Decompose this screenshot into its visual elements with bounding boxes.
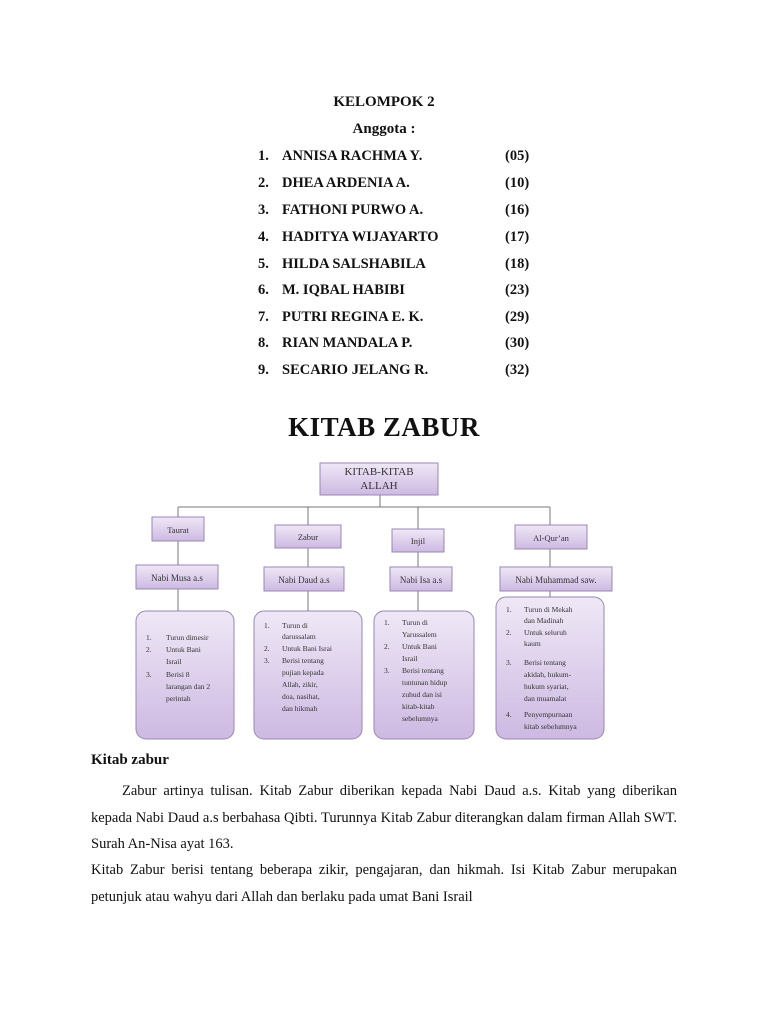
detail-line: Berisi tentang xyxy=(524,658,566,667)
member-row xyxy=(258,309,548,329)
detail-line: larangan dan 2 xyxy=(166,682,211,691)
member-row xyxy=(258,362,548,382)
prophet-node-daud xyxy=(264,567,344,591)
detail-line: Yarussalem xyxy=(402,630,437,639)
book-name: Injil xyxy=(410,536,426,546)
member-code: (05) xyxy=(505,148,530,164)
detail-num: 2. xyxy=(384,642,390,651)
connector-lines xyxy=(178,494,550,611)
detail-line: Berisi tentang xyxy=(282,656,324,665)
detail-line: sebelumnya xyxy=(402,714,438,723)
member-row xyxy=(258,229,548,249)
detail-line: dan muamalat xyxy=(524,694,567,703)
member-row xyxy=(258,282,548,302)
detail-line: kitab sebelumnya xyxy=(524,722,577,731)
member-number: 8. xyxy=(258,335,269,351)
detail-num: 3. xyxy=(506,658,512,667)
detail-line: doa, nasihat, xyxy=(282,692,320,701)
detail-line: kaum xyxy=(524,639,541,648)
member-code: (18) xyxy=(505,256,530,272)
member-number: 4. xyxy=(258,229,269,245)
detail-box-taurat xyxy=(136,611,234,739)
detail-line: Turun di Mekah xyxy=(524,605,573,614)
member-name: HILDA SALSHABILA xyxy=(282,256,426,272)
detail-line: Allah, zikir, xyxy=(282,680,318,689)
detail-box-zabur xyxy=(254,611,362,739)
member-number: 7. xyxy=(258,309,269,325)
detail-line: akidah, hukum- xyxy=(524,670,572,679)
member-code: (29) xyxy=(505,309,530,325)
member-row xyxy=(258,175,548,195)
detail-line: Israil xyxy=(402,654,418,663)
detail-line: Turun di xyxy=(402,618,428,627)
prophet-node-isa xyxy=(390,567,452,591)
book-node-taurat xyxy=(152,517,204,541)
member-name: PUTRI REGINA E. K. xyxy=(282,309,424,325)
book-node-alquran xyxy=(515,525,587,549)
detail-box-alquran xyxy=(496,597,604,739)
member-code: (17) xyxy=(505,229,530,245)
root-node xyxy=(320,463,438,495)
detail-num: 4. xyxy=(506,710,512,719)
member-code: (16) xyxy=(505,202,530,218)
detail-line: perintah xyxy=(166,694,191,703)
member-number: 5. xyxy=(258,256,269,272)
member-row xyxy=(258,202,548,222)
detail-line: Berisi tentang xyxy=(402,666,444,675)
group-title: KELOMPOK 2 xyxy=(333,94,435,110)
detail-line: tuntunan hidup xyxy=(402,678,448,687)
detail-box-injil xyxy=(374,611,474,739)
kitab-hierarchy-diagram xyxy=(0,455,768,745)
member-name: RIAN MANDALA P. xyxy=(282,335,413,351)
detail-line: Untuk Bani xyxy=(166,645,201,654)
detail-line: Untuk Bani xyxy=(402,642,437,651)
detail-num: 1. xyxy=(384,618,390,627)
member-number: 1. xyxy=(258,148,269,164)
detail-line: hukum syariat, xyxy=(524,682,569,691)
member-name: M. IQBAL HABIBI xyxy=(282,282,405,298)
member-code: (32) xyxy=(505,362,530,378)
root-label-line-1: KITAB-KITAB xyxy=(344,466,414,478)
member-row xyxy=(258,335,548,355)
member-number: 2. xyxy=(258,175,269,191)
member-code: (10) xyxy=(505,175,530,191)
detail-line: Penyempurnaan xyxy=(524,710,573,719)
detail-line: Turun di xyxy=(282,621,308,630)
detail-num: 3. xyxy=(264,656,270,665)
member-number: 6. xyxy=(258,282,269,298)
member-code: (30) xyxy=(505,335,530,351)
detail-line: pujian kepada xyxy=(282,668,324,677)
detail-line: kitab-kitab xyxy=(402,702,435,711)
member-name: ANNISA RACHMA Y. xyxy=(282,148,423,164)
members-label: Anggota : xyxy=(352,121,416,137)
member-number: 9. xyxy=(258,362,269,378)
detail-num: 1. xyxy=(264,621,270,630)
member-name: HADITYA WIJAYARTO xyxy=(282,229,439,245)
prophet-name: Nabi Muhammad saw. xyxy=(515,575,597,585)
book-name: Zabur xyxy=(297,532,319,542)
root-label-line-2: ALLAH xyxy=(360,480,398,492)
detail-line: dan Madinah xyxy=(524,616,564,625)
detail-num: 1. xyxy=(146,633,152,642)
detail-num: 2. xyxy=(146,645,152,654)
detail-line: Untuk Bani Israi xyxy=(282,644,332,653)
prophet-name: Nabi Isa a.s xyxy=(399,575,443,585)
member-name: FATHONI PURWO A. xyxy=(282,202,424,218)
member-number: 3. xyxy=(258,202,269,218)
member-name: DHEA ARDENIA A. xyxy=(282,175,410,191)
detail-num: 1. xyxy=(506,605,512,614)
detail-num: 3. xyxy=(146,670,152,679)
member-code: (23) xyxy=(505,282,530,298)
body-paragraph: Zabur artinya tulisan. Kitab Zabur diberikan kepada Nabi Daud a.s. Kitab yang diberikan kepada Nabi Daud a.s berbahasa Qibti. Turunnya Kitab Zabur diterangkan dalam firman Allah SWT. Surah An-Nisa ayat 163. xyxy=(91,783,677,852)
book-name: Taurat xyxy=(167,525,189,535)
book-name: Al-Qur’an xyxy=(533,533,569,543)
detail-num: 2. xyxy=(264,644,270,653)
detail-line: Untuk seluruh xyxy=(524,628,567,637)
section-title: Kitab zabur xyxy=(91,752,169,768)
member-row xyxy=(258,256,548,276)
member-row xyxy=(258,148,548,168)
detail-line: zuhud dan isi xyxy=(402,690,442,699)
detail-line: darussalam xyxy=(282,632,316,641)
detail-num: 2. xyxy=(506,628,512,637)
prophet-node-musa xyxy=(136,565,218,589)
detail-num: 3. xyxy=(384,666,390,675)
book-node-injil xyxy=(392,529,444,552)
prophet-node-muhammad xyxy=(500,567,612,591)
detail-line: Turun dimesir xyxy=(166,633,209,642)
detail-line: Berisi 8 xyxy=(166,670,190,679)
detail-line: dan hikmah xyxy=(282,704,318,713)
prophet-name: Nabi Daud a.s xyxy=(278,575,330,585)
detail-line: Israil xyxy=(166,657,182,666)
member-name: SECARIO JELANG R. xyxy=(282,362,429,378)
main-title: KITAB ZABUR xyxy=(288,412,480,442)
prophet-name: Nabi Musa a.s xyxy=(151,573,203,583)
book-node-zabur xyxy=(275,525,341,548)
body-paragraph: Kitab Zabur berisi tentang beberapa zikir, pengajaran, dan hikmah. Isi Kitab Zabur merupakan petunjuk atau wahyu dari Allah dan berlaku pada umat Bani Israil xyxy=(91,862,677,905)
